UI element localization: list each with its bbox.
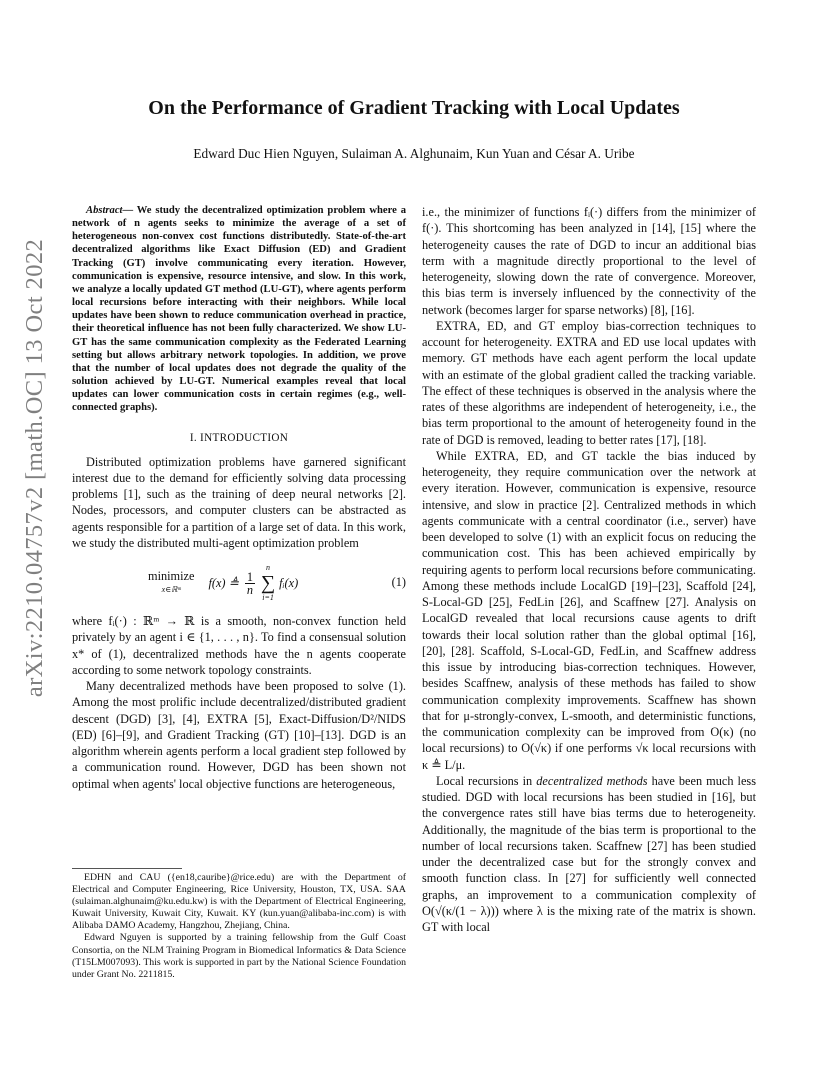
equation-body [148, 563, 298, 603]
arxiv-identifier-text: arXiv:2210.04757v2 [math.OC] 13 Oct 2022 [21, 238, 48, 698]
right-paragraph-3: While EXTRA, ED, and GT tackle the bias induced by heterogeneity, they require communication over the network at every iteration. However, communication is expensive, resource intensive, and slow in practice [2]. Centralized methods in which agents communicate with a central coordinator (i.e., server) have been developed to solve (1) with an explicit focus on reducing the communication cost. This has been achieved empirically by requiring agents to perform local recursions before communicating. Among these methods include LocalGD [19]–[23], Scaffold [24], S-Local-GD [25], FedLin [26], and Scaffnew [27]. Analysis on LocalGD revealed that local recursions cause agents to drift towards their local solution rather than the global optimal [16], [20], [28]. Scaffold, S-Local-GD, FedLin, and Scaffnew address this issue by introducing bias-correction techniques. However, besides Scaffnew, analysis of these methods has failed to show communication complexity improvements. Scaffnew has shown that for μ-strongly-convex, L-smooth, and deterministic functions, the communication complexity can be improved from O(κ) (no local recursions) to O(√κ) if one performs √κ local recursions with κ ≜ L/μ. [422, 448, 756, 772]
right-paragraph-4-emphasis: decentralized methods [536, 773, 648, 788]
equation-sum-upper: n [266, 563, 271, 572]
equation-expression [208, 563, 298, 603]
intro-paragraph-1: Distributed optimization problems have garnered significant interest due to the demand for efficiently solving data processing problems [1], such as the training of deep neural networks [2]. Nodes, processors, and computer clusters can be abstracted as agents responsible for a partition of a large set of data. In this work, we study the distributed multi-agent optimization problem [72, 454, 406, 550]
equation-sum-symbol: ∑ [260, 572, 276, 594]
intro-paragraph-2: where fᵢ(·) : ℝᵐ → ℝ is a smooth, non-convex function held privately by an agent i ∈ {1, . . . , n}. To find a consensual solution x* of (1), decentralized methods have the n agents cooperate according to some network topology constraints. [72, 614, 406, 677]
left-column [72, 204, 406, 792]
equation-fraction [245, 571, 255, 596]
paper-title: On the Performance of Gradient Tracking with Local Updates [148, 97, 680, 119]
footnotes [72, 872, 406, 981]
equation-number: (1) [391, 575, 406, 589]
intro-paragraph-3: Many decentralized methods have been proposed to solve (1). Among the most prolific include decentralized/distributed gradient descent (DGD) [3], [4], EXTRA [5], Exact-Diffusion/D²/NIDS (ED) [6]–[9], and Gradient Tracking (GT) [10]–[13]. DGD is an algorithm wherein agents perform a local gradient step followed by a communication round. However, DGD has been shown not optimal when agents' local objective functions are heterogeneous, [72, 679, 406, 791]
right-paragraph-4-lead: Local recursions in [436, 773, 537, 788]
equation-1 [72, 557, 406, 609]
equation-lhs: f(x) ≜ [208, 575, 239, 590]
equation-minimize [148, 570, 194, 596]
equation-sum-lower: i=1 [262, 593, 274, 602]
equation-minimize-word: minimize [148, 569, 195, 583]
section-heading-introduction: I. INTRODUCTION [189, 431, 289, 444]
arxiv-identifier [18, 238, 52, 698]
footnote-divider [72, 868, 182, 869]
right-paragraph-4-rest: have been much less studied. DGD with local recursions has been studied in [16], but the convergence rates still have bias terms due to heterogeneity. Additionally, the magnitude of the bias term is proportional to the number of local recursions taken. Scaffnew [27] has been studied under the decentralized case but for the strongly convex and smooth function class. In [27] for sufficiently well connected graphs, an improvement to a communication complexity of O(√(κ/(1 − λ))) where λ is the mixing rate of the matrix is shown. GT with local [422, 773, 756, 934]
author-list: Edward Duc Hien Nguyen, Sulaiman A. Alghunaim, Kun Yuan and César A. Uribe [193, 146, 635, 161]
right-paragraph-1: i.e., the minimizer of functions fᵢ(·) differs from the minimizer of f(·). This shortcoming has been analyzed in [14], [15] where the heterogeneity causes the rate of DGD to incur an additional bias term with a magnitude directly proportional to the level of heterogeneity, slowing down the rate of convergence. Moreover, this bias term is inversely influenced by the connectivity of the network (becomes larger for sparse networks) [8], [16]. [422, 205, 756, 317]
equation-summation [261, 563, 275, 603]
right-paragraph-4 [422, 773, 756, 936]
abstract-label: Abstract [86, 205, 123, 216]
abstract [72, 204, 406, 415]
footnote-funding: Edward Nguyen is supported by a training fellowship from the Gulf Coast Consortia, on the NLM Training Program in Biomedical Informatics & Data Science (T15LM007093). This work is supported in part by the National Science Foundation under Grant No. 2211815. [72, 932, 406, 980]
equation-fraction-numerator: 1 [246, 569, 253, 584]
abstract-text: — We study the decentralized optimization problem where a network of n agents seeks to minimize the average of a set of heterogeneous non-convex cost functions distributedly. State-of-the-art decentralized algorithms like Exact Diffusion (ED) and Gradient Tracking (GT) involve communicating every iteration. However, communication is expensive, resource intensive, and slow. In this work, we analyze a locally updated GT method (LU-GT), where agents perform local recursions before interacting with their neighbors. While local updates have been shown to reduce communication overhead in practice, their theoretical influence has not been fully characterized. We show LU-GT has the same communication complexity as the Federated Learning setting but allows arbitrary network topologies. In addition, we prove that the number of local updates does not degrade the quality of the solution achieved by LU-GT. Numerical examples reveal that local updates can lower communication costs in certain regimes (e.g., well-connected graphs). [72, 205, 406, 414]
equation-minimize-domain: x∈ℝᵐ [161, 585, 181, 594]
equation-fraction-denominator: n [246, 582, 253, 597]
right-paragraph-2: EXTRA, ED, and GT employ bias-correction techniques to account for heterogeneity. EXTRA and ED use local updates with memory. GT methods have each agent perform the local update with an estimate of the global gradient called the tracking variable. The effect of these techniques is observed in the analysis where the rates of these algorithms are independent of heterogeneity, i.e., the bias term proportional to the amount of heterogeneity found in the rate of DGD is removed, leading to better rates [17], [18]. [422, 318, 756, 447]
footnote-affiliations: EDHN and CAU ({en18,cauribe}@rice.edu) are with the Department of Electrical and Computer Engineering, Rice University, Houston, TX, USA. SAA (sulaiman.alghunaim@ku.edu.kw) is with the Department of Electrical Engineering, Kuwait University, Kuwait City, Kuwait. KY (kun.yuan@alibaba-inc.com) is with Alibaba DAMO Academy, Hangzhou, Zhejiang, China. [72, 872, 406, 932]
right-column [422, 204, 756, 935]
equation-rhs: fᵢ(x) [279, 575, 299, 590]
